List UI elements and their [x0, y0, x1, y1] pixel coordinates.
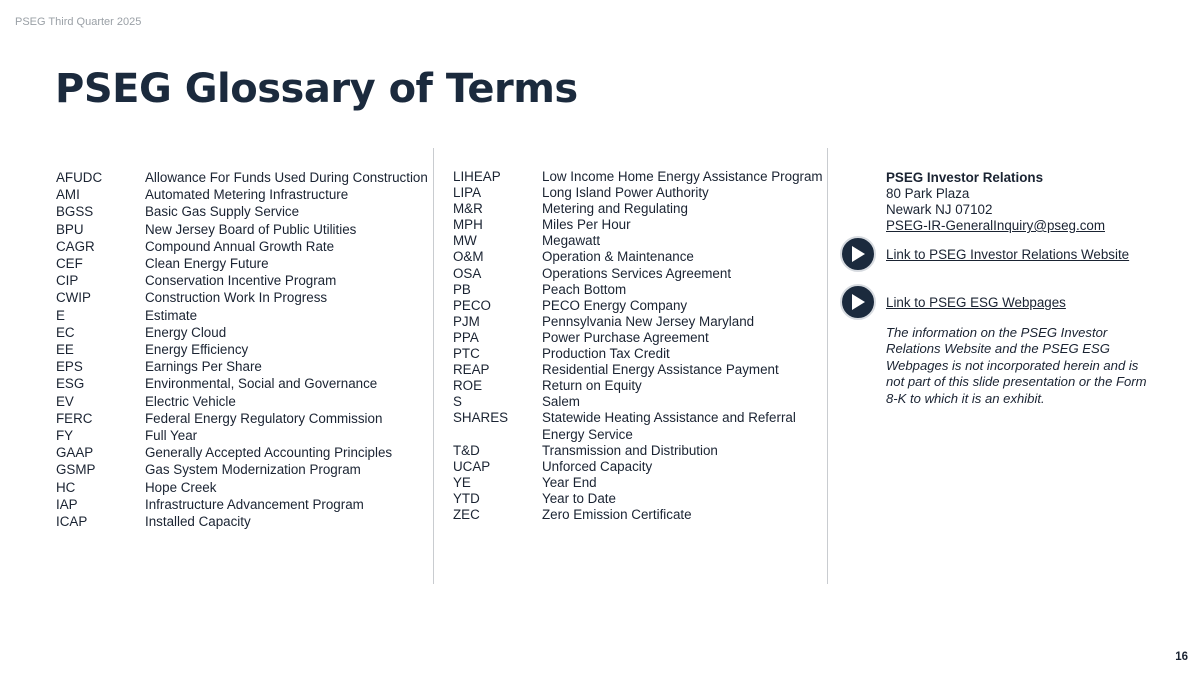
glossary-definition: Environmental, Social and Governance: [145, 376, 378, 392]
glossary-abbr: EC: [56, 324, 75, 340]
glossary-row: [56, 358, 431, 375]
glossary-definition: Zero Emission Certificate: [542, 506, 692, 522]
glossary-abbr: PJM: [453, 313, 480, 329]
glossary-definition: Estimate: [145, 307, 198, 323]
glossary-abbr: UCAP: [453, 458, 491, 474]
glossary-row: [56, 221, 431, 238]
glossary-row: [453, 362, 825, 378]
glossary-definition: Federal Energy Regulatory Commission: [145, 410, 383, 426]
glossary-row: [453, 217, 825, 233]
glossary-definition: Electric Vehicle: [145, 393, 236, 409]
glossary-definition: Unforced Capacity: [542, 458, 653, 474]
glossary-definition: Hope Creek: [145, 479, 217, 495]
glossary-row: [453, 507, 825, 523]
glossary-row: [453, 475, 825, 491]
glossary-row: [56, 203, 431, 220]
glossary-row: [56, 186, 431, 203]
glossary-abbr: MW: [453, 233, 477, 249]
glossary-abbr: FERC: [56, 410, 93, 426]
glossary-abbr: MPH: [453, 217, 483, 233]
glossary-row: [453, 169, 825, 185]
glossary-row: [453, 233, 825, 249]
glossary-abbr: PB: [453, 281, 471, 297]
glossary-row: [56, 427, 431, 444]
glossary-definition: Year End: [542, 474, 597, 490]
glossary-row: [56, 375, 431, 392]
glossary-definition: Conservation Incentive Program: [145, 273, 337, 289]
column-divider: [827, 148, 828, 584]
glossary-definition: New Jersey Board of Public Utilities: [145, 221, 357, 237]
esg-link-row: [840, 284, 1066, 320]
glossary-definition: Energy Cloud: [145, 324, 227, 340]
glossary-row: [56, 324, 431, 341]
glossary-definition: Full Year: [145, 428, 198, 444]
glossary-abbr: GAAP: [56, 445, 94, 461]
glossary-abbr: PECO: [453, 297, 491, 313]
glossary-definition: Installed Capacity: [145, 514, 251, 530]
ir-address-line1: 80 Park Plaza: [886, 186, 970, 201]
ir-title: PSEG Investor Relations: [886, 170, 1044, 185]
glossary-abbr: S: [453, 394, 462, 410]
glossary-abbr: ROE: [453, 378, 483, 394]
header-note: PSEG Third Quarter 2025: [15, 16, 142, 28]
glossary-row: [453, 491, 825, 507]
ir-address-line2: Newark NJ 07102: [886, 202, 993, 217]
glossary-abbr: REAP: [453, 362, 490, 378]
glossary-definition: Basic Gas Supply Service: [145, 204, 300, 220]
glossary-abbr: FY: [56, 428, 74, 444]
glossary-row: [56, 238, 431, 255]
glossary-definition: Operations Services Agreement: [542, 265, 732, 281]
glossary-row: [56, 272, 431, 289]
glossary-abbr: LIPA: [453, 185, 482, 201]
glossary-definition: Allowance For Funds Used During Construction: [145, 170, 428, 185]
glossary-abbr: BPU: [56, 221, 84, 237]
glossary-row: [56, 341, 431, 358]
glossary-abbr: T&D: [453, 442, 480, 458]
glossary-abbr: ICAP: [56, 514, 88, 530]
glossary-definition: Residential Energy Assistance Payment: [542, 362, 779, 378]
glossary-row: [453, 201, 825, 217]
glossary-row: [453, 185, 825, 201]
glossary-row: [453, 346, 825, 362]
glossary-abbr: EV: [56, 393, 74, 409]
glossary-row: [453, 394, 825, 410]
glossary-definition: Operation & Maintenance: [542, 249, 694, 265]
play-icon[interactable]: [840, 284, 876, 320]
glossary-abbr: YE: [453, 474, 471, 490]
glossary-definition: Transmission and Distribution: [542, 442, 718, 458]
glossary-abbr: YTD: [453, 490, 480, 506]
investor-relations-contact: [886, 170, 1156, 234]
glossary-row: [56, 496, 431, 513]
esg-webpages-link[interactable]: Link to PSEG ESG Webpages: [886, 294, 1066, 310]
glossary-abbr: HC: [56, 479, 76, 495]
disclaimer-text: The information on the PSEG Investor Relations Website and the PSEG ESG Webpages is not incorporated herein and is not part of this slide presentation or the Form 8-K to which it is an exhibit.: [886, 325, 1147, 406]
glossary-row: [453, 459, 825, 475]
glossary-definition: Construction Work In Progress: [145, 290, 328, 306]
glossary-definition: Infrastructure Advancement Program: [145, 496, 364, 512]
glossary-abbr: E: [56, 307, 65, 323]
glossary-row: [453, 330, 825, 346]
glossary-column-right: [453, 169, 825, 523]
glossary-abbr: GSMP: [56, 462, 96, 478]
glossary-row: [56, 444, 431, 461]
glossary-row: [453, 314, 825, 330]
glossary-definition: Statewide Heating Assistance and Referral Energy Service: [542, 410, 796, 442]
ir-website-link-row: [840, 236, 1129, 272]
glossary-definition: PECO Energy Company: [542, 297, 688, 313]
glossary-row: [453, 378, 825, 394]
glossary-definition: Return on Equity: [542, 378, 642, 394]
glossary-abbr: CWIP: [56, 290, 91, 306]
glossary-definition: Year to Date: [542, 490, 616, 506]
glossary-definition: Megawatt: [542, 233, 601, 249]
glossary-abbr: ESG: [56, 376, 85, 392]
glossary-row: [56, 289, 431, 306]
ir-website-link[interactable]: Link to PSEG Investor Relations Website: [886, 246, 1130, 262]
glossary-abbr: IAP: [56, 496, 78, 512]
glossary-abbr: AMI: [56, 187, 80, 203]
glossary-definition: Automated Metering Infrastructure: [145, 187, 349, 203]
glossary-definition: Generally Accepted Accounting Principles: [145, 445, 393, 461]
glossary-row: [453, 249, 825, 265]
glossary-definition: Clean Energy Future: [145, 256, 269, 272]
glossary-abbr: OSA: [453, 265, 482, 281]
glossary-row: [56, 393, 431, 410]
glossary-row: [453, 410, 825, 442]
glossary-definition: Power Purchase Agreement: [542, 329, 709, 345]
glossary-column-left: [56, 169, 431, 530]
glossary-abbr: PTC: [453, 346, 480, 362]
page-number: 16: [1175, 651, 1188, 663]
glossary-definition: Metering and Regulating: [542, 201, 688, 217]
glossary-abbr: ZEC: [453, 506, 480, 522]
glossary-row: [453, 443, 825, 459]
glossary-definition: Earnings Per Share: [145, 359, 262, 375]
glossary-abbr: PPA: [453, 329, 479, 345]
glossary-definition: Energy Efficiency: [145, 342, 249, 358]
glossary-row: [56, 479, 431, 496]
glossary-row: [453, 282, 825, 298]
glossary-definition: Salem: [542, 394, 580, 410]
play-icon[interactable]: [840, 236, 876, 272]
glossary-definition: Pennsylvania New Jersey Maryland: [542, 313, 755, 329]
glossary-definition: Gas System Modernization Program: [145, 462, 361, 478]
glossary-abbr: CEF: [56, 256, 83, 272]
glossary-row: [56, 169, 431, 186]
glossary-abbr: EE: [56, 342, 74, 358]
glossary-definition: Peach Bottom: [542, 281, 627, 297]
glossary-abbr: SHARES: [453, 410, 509, 426]
glossary-definition: Long Island Power Authority: [542, 185, 709, 201]
glossary-definition: Production Tax Credit: [542, 346, 670, 362]
glossary-definition: Miles Per Hour: [542, 217, 631, 233]
glossary-abbr: CIP: [56, 273, 79, 289]
glossary-row: [56, 307, 431, 324]
glossary-abbr: CAGR: [56, 238, 95, 254]
glossary-row: [453, 266, 825, 282]
glossary-abbr: O&M: [453, 249, 484, 265]
glossary-abbr: M&R: [453, 201, 483, 217]
glossary-definition: Low Income Home Energy Assistance Program: [542, 169, 823, 184]
page-title: PSEG Glossary of Terms: [55, 66, 578, 112]
glossary-abbr: AFUDC: [56, 170, 103, 185]
glossary-row: [56, 255, 431, 272]
glossary-abbr: EPS: [56, 359, 83, 375]
glossary-definition: Compound Annual Growth Rate: [145, 238, 335, 254]
glossary-row: [56, 410, 431, 427]
glossary-row: [453, 298, 825, 314]
column-divider: [433, 148, 434, 584]
glossary-abbr: LIHEAP: [453, 169, 501, 184]
glossary-row: [56, 513, 431, 530]
ir-email-link[interactable]: PSEG-IR-GeneralInquiry@pseg.com: [886, 218, 1105, 233]
glossary-row: [56, 461, 431, 478]
glossary-abbr: BGSS: [56, 204, 94, 220]
